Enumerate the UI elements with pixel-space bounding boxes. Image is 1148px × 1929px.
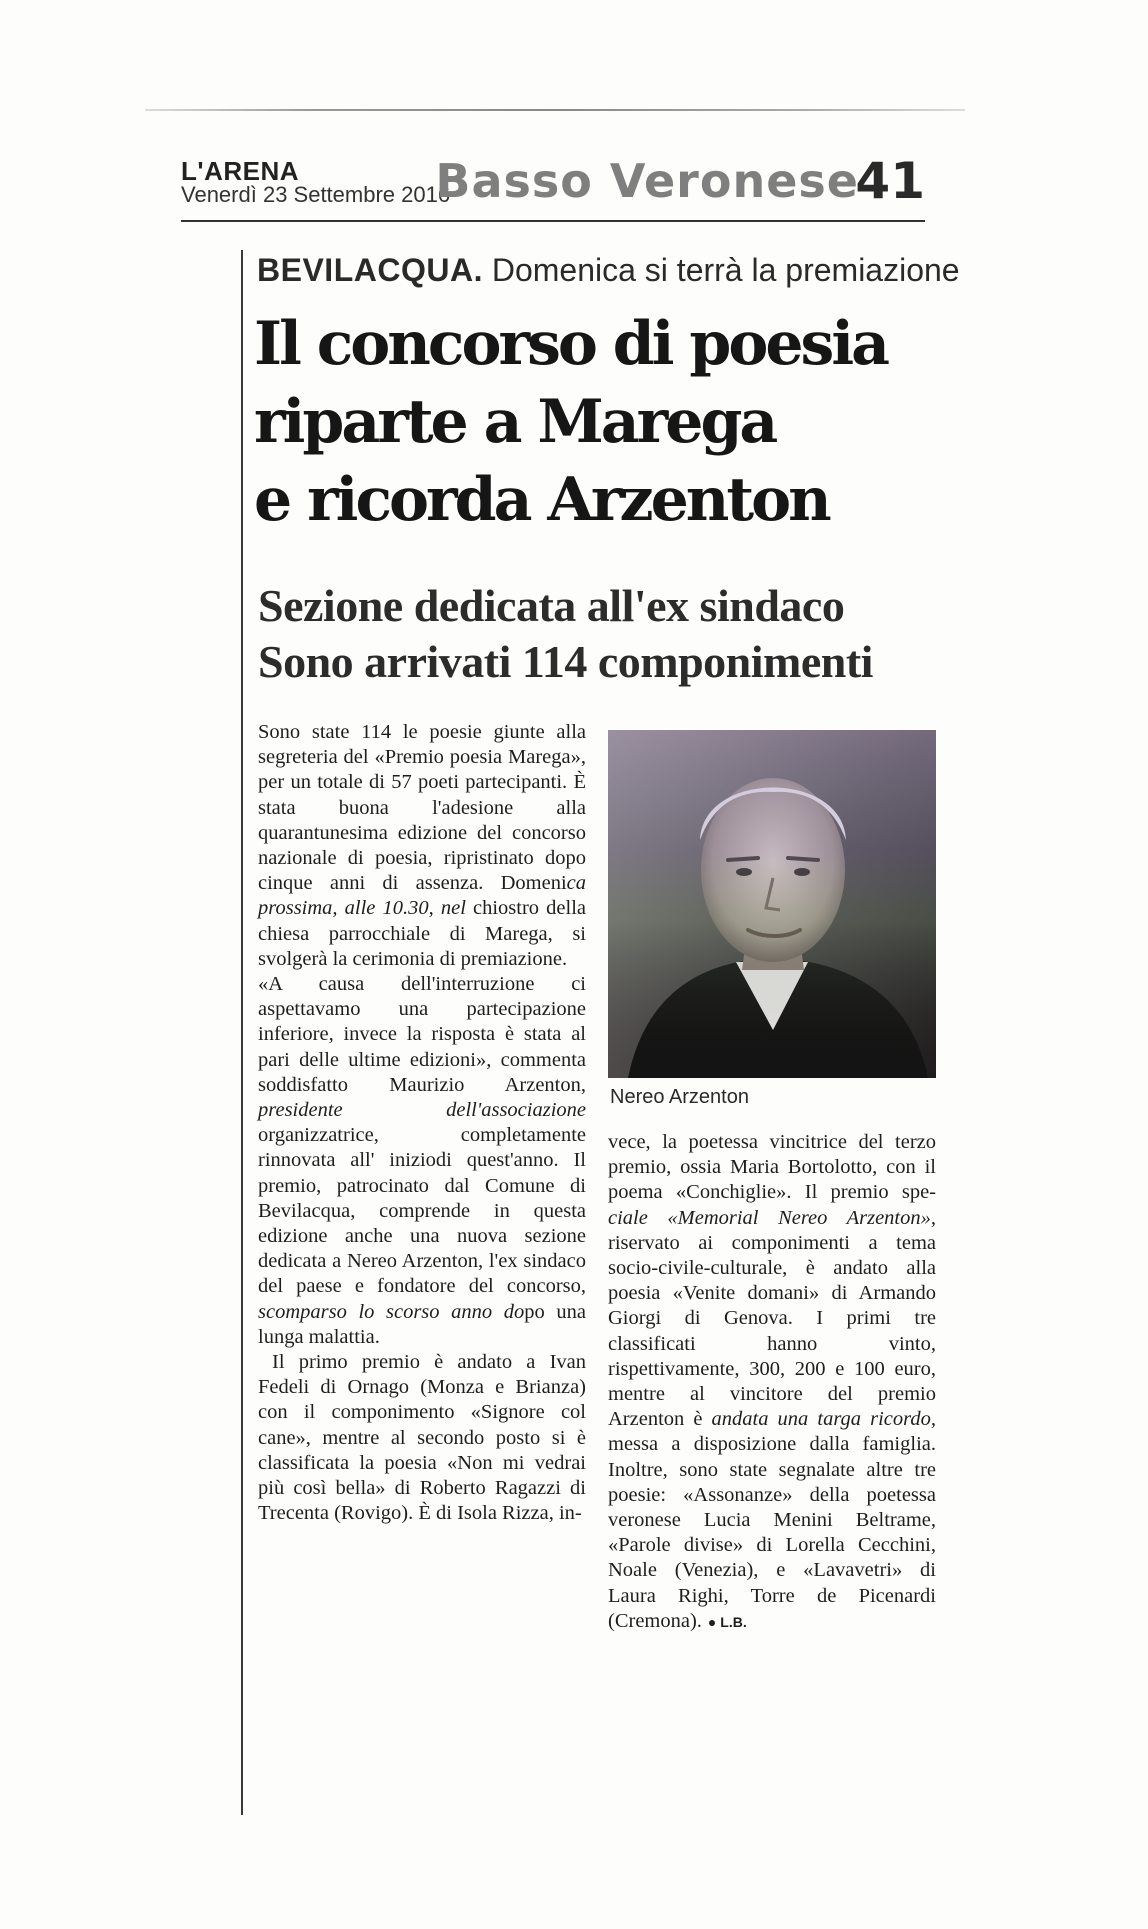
- headline-line: Il concorso di poesia: [254, 309, 888, 379]
- article-column-1: [258, 720, 586, 1527]
- author-signature: ● L.B.: [707, 1613, 747, 1630]
- paragraph: «A causa dell'interruzione ci aspettavamo una partecipazione inferiore, invece la risposta è stata al pari delle ultime edizioni», commenta soddisfatto Maurizio Arzenton, presidente dell'associazione organizzatrice, completamente rinnovata all' iniziodi quest'anno. Il premio, patrocinato dal Comune di Bevilacqua, comprende in questa edizione anche una nuova sezione dedicata a Nereo Arzenton, l'ex sindaco del paese e fondatore del concorso, scomparso lo scorso anno dopo una lunga malattia.: [258, 973, 586, 1348]
- photo-caption: Nereo Arzenton: [610, 1086, 749, 1108]
- newspaper-name: L'ARENA: [181, 156, 300, 186]
- headline-line: e ricorda Arzenton: [254, 465, 829, 535]
- portrait-illustration: [608, 730, 936, 1078]
- paragraph: Sono state 114 le poesie giunte alla segreteria del «Premio poesia Marega», per un totale di 57 poeti partecipanti. È stata buona l'adesione alla quarantunesima edizione del concorso nazionale di poesia, ripristinato dopo cinque anni di assenza. Domenica prossima, alle 10.30, nel chiostro della chiesa parrocchiale di Marega, si svolgerà la cerimonia di premiazione.: [258, 721, 587, 970]
- section-name: Basso Veronese: [435, 154, 859, 208]
- headline: [254, 305, 954, 539]
- headline-line: riparte a Marega: [254, 387, 776, 457]
- article-column-2: [608, 1130, 936, 1635]
- issue-date: Venerdì 23 Settembre 2016: [181, 182, 451, 207]
- masthead: [181, 150, 925, 222]
- kicker-place: BEVILACQUA.: [257, 252, 483, 288]
- scan-edge-line: [145, 109, 965, 111]
- kicker-text: Domenica si terrà la premiazione: [491, 252, 960, 288]
- paragraph: vece, la poetessa vincitrice del terzo premio, ossia Maria Bortolotto, con il poema «Conchiglie». Il premio spe- ciale «Memorial Nereo Arzenton», riservato ai componimenti a tema socio-civile-culturale, è andato alla poesia «Venite domani» di Armando Giorgi di Genova. I primi tre classificati hanno vinto, rispettivamente, 300, 200 e 100 euro, mentre al vincitore del premio Arzenton è andata una targa ricordo, messa a disposizione dalla famiglia. Inoltre, sono state segnalate altre tre poesie: «Assonanze» della poetessa veronese Lucia Menini Beltrame, «Parole divise» di Lorella Cecchini, Noale (Venezia), e «Lavavetri» di Laura Righi, Torre de Picenardi (Cremona). ● L.B.: [608, 1131, 936, 1632]
- subheadline-line: Sezione dedicata all'ex sindaco: [258, 580, 845, 631]
- kicker: [257, 252, 960, 289]
- subheadline: [258, 578, 873, 690]
- page-number: 41: [855, 152, 925, 210]
- subheadline-line: Sono arrivati 114 componimenti: [258, 636, 873, 687]
- paragraph: Il primo premio è andato a Ivan Fedeli di Ornago (Monza e Brianza) con il componimento «Signore col cane», mentre al secondo posto si è classificata la poesia «Non mi vedrai più così bella» di Roberto Ragazzi di Trecenta (Rovigo). È di Isola Rizza, in-: [258, 1351, 586, 1525]
- portrait-photo: [608, 730, 936, 1078]
- article-left-rule: [241, 250, 243, 1815]
